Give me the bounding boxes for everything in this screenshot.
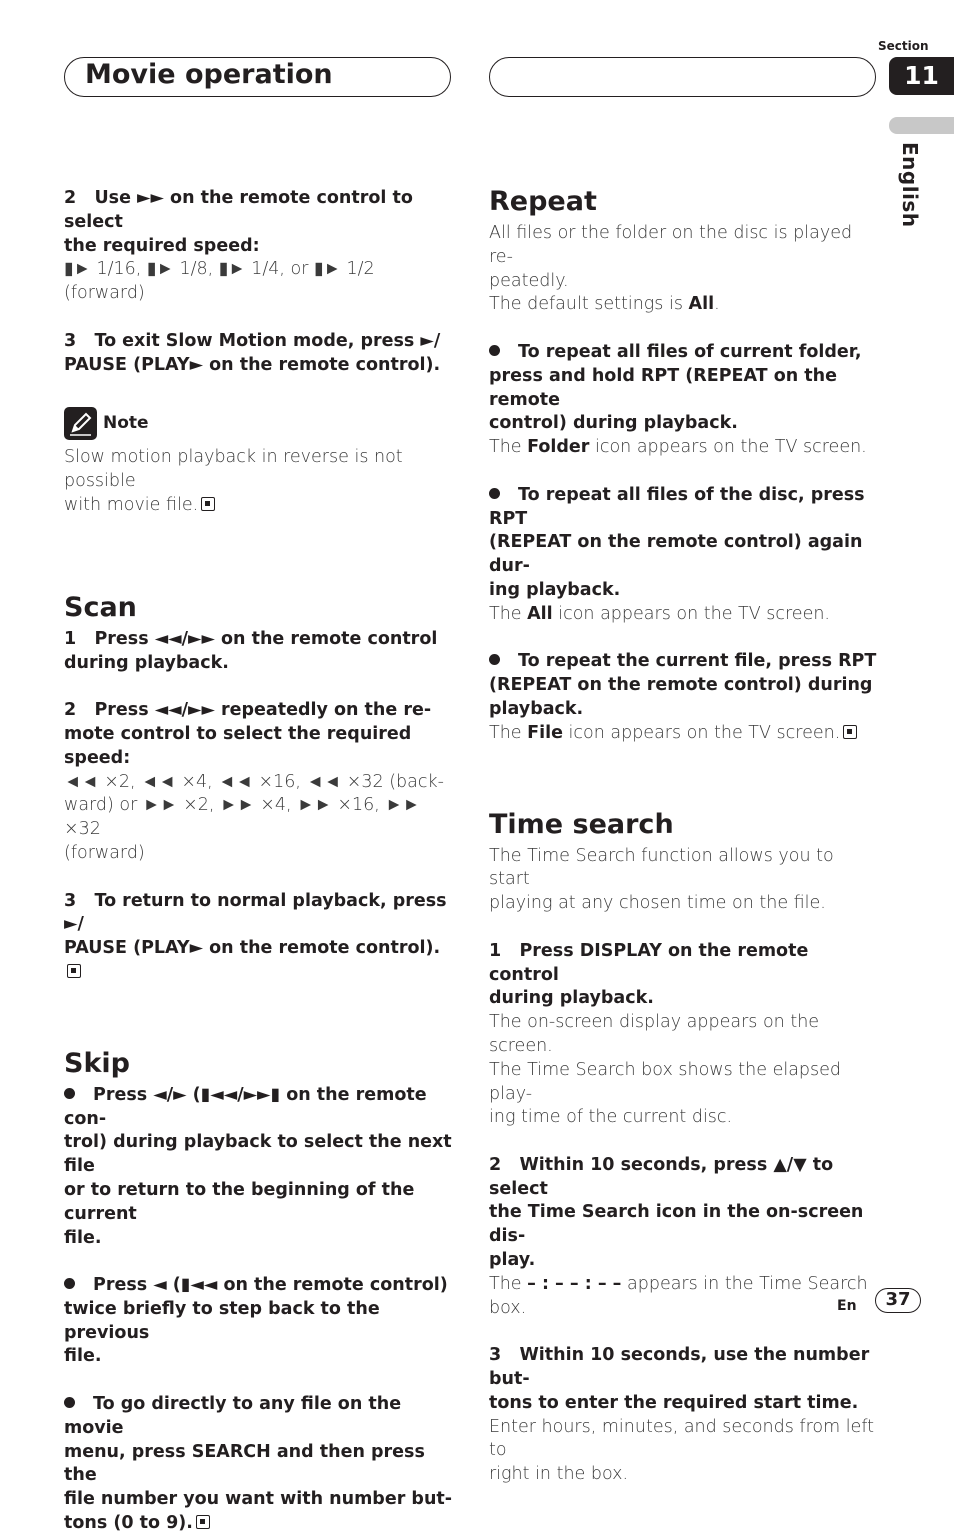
header-empty-pill <box>489 57 876 97</box>
note-text <box>64 446 454 517</box>
skip-bullet-2 <box>64 1274 454 1369</box>
text-line: menu, press SEARCH and then press the <box>64 1441 425 1486</box>
text-line: The <box>489 603 528 624</box>
text-line: playback. <box>489 698 584 719</box>
text-line: file. <box>64 1227 102 1248</box>
slow-step-2 <box>64 187 454 258</box>
bullet-icon <box>64 1278 75 1289</box>
text-line: box. <box>489 1297 527 1318</box>
repeat-bullet-1-body <box>489 436 879 460</box>
text-line: Press ◄/► (▮◄◄/►►▮ on the remote con- <box>64 1084 427 1129</box>
text-line: ward) or ►► ×2, ►► ×4, ►► ×16, ►► ×32 <box>64 795 421 840</box>
page-number: 37 <box>875 1288 921 1313</box>
repeat-bullet-2 <box>489 484 879 603</box>
text-line: during playback. <box>64 652 229 673</box>
text-line: The <box>489 1273 528 1294</box>
footer-lang-code: En <box>837 1298 857 1314</box>
repeat-bullet-1 <box>489 341 879 436</box>
text-line: The <box>489 437 528 458</box>
text-line: icon appears on the TV screen. <box>552 603 830 624</box>
text-line: or to return to the beginning of the current <box>64 1179 415 1224</box>
scan-heading: Scan <box>64 591 137 623</box>
scan-step-1 <box>64 628 454 676</box>
text-line: tons (0 to 9). <box>64 1513 193 1534</box>
text-line: . <box>714 294 720 315</box>
bold-term: Folder <box>527 437 590 458</box>
section-number: 11 <box>889 57 954 95</box>
text-line: To repeat all files of the disc, press RPT <box>489 484 865 529</box>
text-line: To go directly to any file on the movie <box>64 1394 402 1438</box>
text-line: (forward) <box>64 842 145 863</box>
text-line: tons to enter the required start time. <box>489 1392 859 1413</box>
text-line: The default settings is <box>489 294 689 315</box>
text-line: the required speed: <box>64 235 260 256</box>
scan-step-2 <box>64 699 454 770</box>
text-line: ◄◄ ×2, ◄◄ ×4, ◄◄ ×16, ◄◄ ×32 (back- <box>64 771 444 792</box>
bullet-icon <box>64 1397 75 1408</box>
bold-term: All <box>688 294 715 315</box>
text-line: with movie file. <box>64 494 199 515</box>
text-line: The <box>489 722 528 743</box>
text-line: Enter hours, minutes, and seconds from left to <box>489 1416 875 1461</box>
bold-term: File <box>527 722 563 743</box>
text-line: Slow motion playback in reverse is not possible <box>64 447 403 492</box>
text-line: Press ◄ (▮◄◄ on the remote control) <box>93 1275 448 1296</box>
text-line: (REPEAT on the remote control) again dur- <box>489 532 863 577</box>
bullet-icon <box>489 345 500 356</box>
repeat-bullet-2-body <box>489 603 879 627</box>
time-search-heading: Time search <box>489 808 674 840</box>
text-line: file number you want with number but- <box>64 1489 453 1510</box>
text-line: 2 Use ►► on the remote control to select <box>64 188 413 232</box>
text-line: playing at any chosen time on the file. <box>489 893 826 914</box>
end-mark-icon <box>67 964 81 978</box>
text-line: appears in the Time Search <box>621 1273 868 1294</box>
slow-step-2-body: ▮► 1/16, ▮► 1/8, ▮► 1/4, or ▮► 1/2 (forward) <box>64 259 375 304</box>
end-mark-icon <box>843 725 857 739</box>
text-line: To repeat all files of current folder, <box>518 341 862 362</box>
scan-step-2-body <box>64 771 454 866</box>
time-step-3 <box>489 1344 879 1415</box>
text-line: file. <box>64 1346 102 1367</box>
language-label: English <box>898 142 922 228</box>
text-line: 3 Within 10 seconds, use the number but- <box>489 1345 870 1390</box>
text-line: play. <box>489 1250 536 1271</box>
pencil-note-icon <box>64 407 97 440</box>
bold-term: – : – – : – – <box>527 1273 622 1294</box>
text-line: twice briefly to step back to the previous <box>64 1298 380 1343</box>
text-line: press and hold RPT (REPEAT on the remote <box>489 365 837 410</box>
text-line: icon appears on the TV screen. <box>589 437 867 458</box>
text-line: The on-screen display appears on the screen. <box>489 1012 820 1056</box>
text-line: PAUSE (PLAY► on the remote control). <box>64 354 441 375</box>
time-step-2 <box>489 1154 879 1273</box>
text-line: 2 Within 10 seconds, press ▲/▼ to select <box>489 1154 834 1199</box>
slow-step-3 <box>64 330 454 378</box>
page-title: Movie operation <box>85 59 333 90</box>
right-column <box>489 185 879 1487</box>
text-line: (REPEAT on the remote control) during <box>489 675 873 696</box>
text-line: 1 Press DISPLAY on the remote control <box>489 940 809 985</box>
title-pill <box>64 57 451 97</box>
skip-bullet-1 <box>64 1084 454 1251</box>
text-line: 3 To exit Slow Motion mode, press ►/ <box>64 330 441 351</box>
text-line: the Time Search icon in the on-screen dis- <box>489 1202 864 1247</box>
text-line: All files or the folder on the disc is played re- <box>489 223 853 267</box>
text-line: ing playback. <box>489 579 621 600</box>
text-line: 1 Press ◄◄/►► on the remote control <box>64 628 438 649</box>
language-tab <box>889 117 954 134</box>
text-line: ing time of the current disc. <box>489 1107 733 1128</box>
text-line: peatedly. <box>489 270 569 291</box>
skip-bullet-3 <box>64 1393 454 1536</box>
skip-heading: Skip <box>64 1047 130 1079</box>
time-step-2-body <box>489 1273 879 1321</box>
time-search-intro <box>489 845 879 916</box>
bullet-icon <box>489 654 500 665</box>
text-line: icon appears on the TV screen. <box>562 722 841 743</box>
text-line: control) during playback. <box>489 413 738 434</box>
repeat-bullet-3 <box>489 650 879 721</box>
text-line: 3 To return to normal playback, press ►/ <box>64 890 447 935</box>
text-line: To repeat the current file, press RPT <box>518 651 877 672</box>
text-line: The Time Search box shows the elapsed play- <box>489 1059 842 1104</box>
end-mark-icon <box>201 497 215 511</box>
text-line: The Time Search function allows you to start <box>489 845 834 890</box>
end-mark-icon <box>196 1515 210 1529</box>
text-line: right in the box. <box>489 1464 629 1485</box>
bold-term: All <box>527 603 553 624</box>
text-line: trol) during playback to select the next file <box>64 1132 452 1177</box>
left-column <box>64 187 454 1536</box>
repeat-heading: Repeat <box>489 186 597 217</box>
repeat-intro <box>489 222 879 317</box>
text-line: 2 Press ◄◄/►► repeatedly on the re- <box>64 700 432 721</box>
text-line: mote control to select the required speed: <box>64 723 412 768</box>
time-step-3-body <box>489 1416 879 1487</box>
scan-step-3 <box>64 890 454 985</box>
time-step-1-body <box>489 1011 879 1130</box>
bullet-icon <box>64 1088 75 1099</box>
bullet-icon <box>489 488 500 499</box>
note-header <box>64 407 454 440</box>
repeat-bullet-3-body <box>489 722 879 746</box>
time-step-1 <box>489 940 879 1011</box>
text-line: PAUSE (PLAY► on the remote control). <box>64 938 441 959</box>
text-line: during playback. <box>489 988 654 1009</box>
note-label: Note <box>103 412 149 433</box>
section-label: Section <box>878 39 929 53</box>
